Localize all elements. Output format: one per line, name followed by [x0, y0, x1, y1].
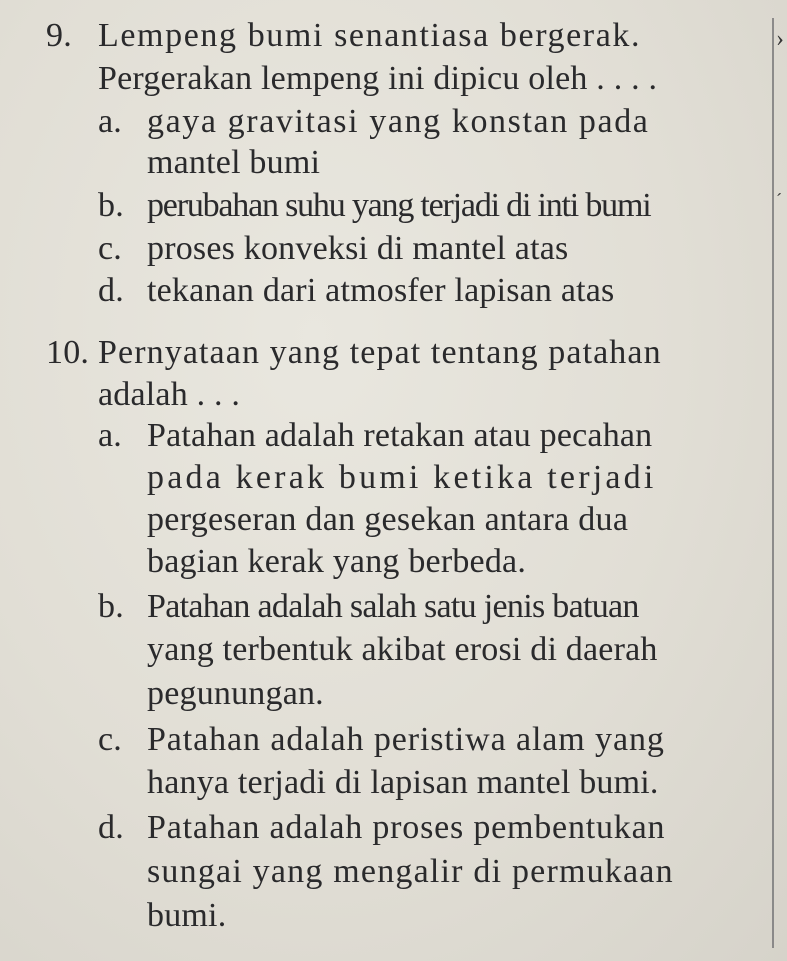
option-text: proses konveksi di mantel atas — [147, 230, 569, 267]
option-text: Patahan adalah retakan atau pecahan — [147, 417, 653, 454]
option-text: perubahan suhu yang terjadi di inti bumi — [147, 187, 651, 224]
option-text: hanya terjadi di lapisan mantel bumi. — [147, 764, 659, 801]
option-text: Patahan adalah proses pembentukan — [147, 809, 666, 846]
question-10-stem: Pernyataan yang tepat tentang patahan — [98, 334, 662, 371]
option-text: sungai yang mengalir di permukaan — [147, 853, 674, 890]
option-text: Patahan adalah salah satu jenis batuan — [147, 588, 639, 625]
question-10-stem: adalah . . . — [98, 376, 241, 413]
option-text: gaya gravitasi yang konstan pada — [147, 103, 650, 140]
option-letter: a. — [98, 103, 122, 140]
option-letter: c. — [98, 721, 122, 758]
page-edge-mark: › — [776, 26, 784, 52]
option-text: bagian kerak yang berbeda. — [147, 543, 527, 580]
option-letter: d. — [98, 809, 124, 846]
option-text: pergeseran dan gesekan antara dua — [147, 501, 629, 538]
question-9-stem: Pergerakan lempeng ini dipicu oleh . . . . — [98, 60, 658, 97]
option-text: pegunungan. — [147, 675, 324, 712]
question-9-number: 9. — [46, 17, 72, 54]
option-letter: b. — [98, 588, 124, 625]
option-text: mantel bumi — [147, 144, 321, 181]
option-text: pada kerak bumi ketika terjadi — [147, 459, 657, 496]
option-letter: a. — [98, 417, 122, 454]
question-10-number: 10. — [46, 334, 90, 371]
option-letter: d. — [98, 272, 124, 309]
option-text: yang terbentuk akibat erosi di daerah — [147, 631, 658, 668]
question-9-stem: Lempeng bumi senantiasa bergerak. — [98, 17, 642, 54]
option-text: Patahan adalah peristiwa alam yang — [147, 721, 665, 758]
option-letter: c. — [98, 230, 122, 267]
page-fold-line — [772, 18, 774, 948]
page-edge-mark: ˊ — [776, 190, 782, 210]
option-text: bumi. — [147, 897, 227, 934]
option-letter: b. — [98, 187, 124, 224]
option-text: tekanan dari atmosfer lapisan atas — [147, 272, 615, 309]
